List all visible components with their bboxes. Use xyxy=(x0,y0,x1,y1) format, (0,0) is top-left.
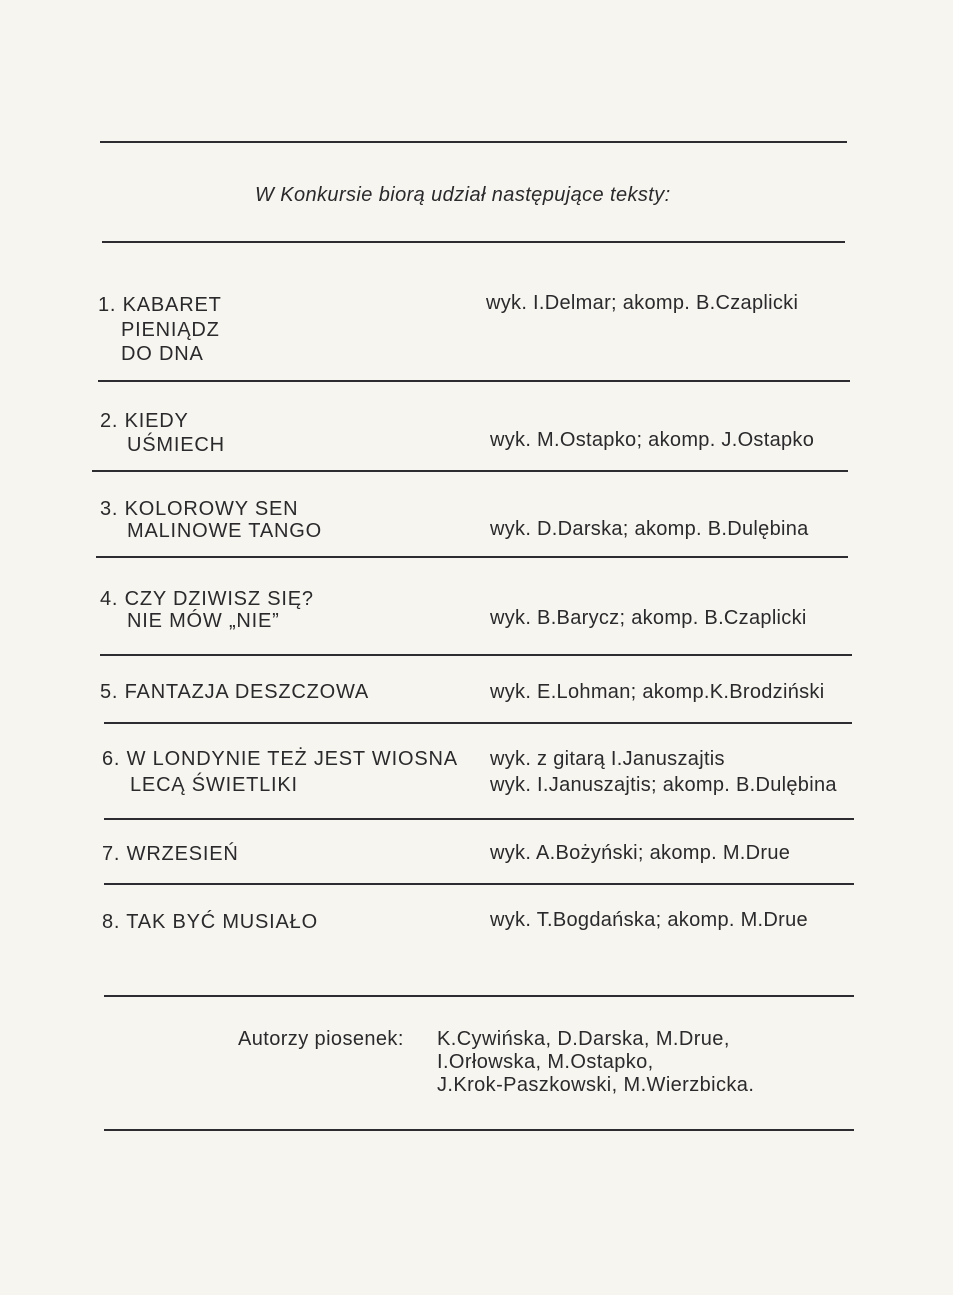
performer-credit: wyk. z gitarą I.Januszajtis xyxy=(490,748,725,770)
divider-2 xyxy=(92,470,848,472)
authors-line: J.Krok-Paszkowski, M.Wierzbicka. xyxy=(437,1074,755,1096)
performer-credit: wyk. E.Lohman; akomp.K.Brodziński xyxy=(490,681,825,703)
performer-credit: wyk. I.Delmar; akomp. B.Czaplicki xyxy=(486,292,799,314)
performer-credit: wyk. A.Bożyński; akomp. M.Drue xyxy=(490,842,791,864)
song-title: PIENIĄDZ xyxy=(121,319,220,341)
song-title: 1. KABARET xyxy=(98,294,222,316)
divider-1 xyxy=(98,380,850,382)
song-title: MALINOWE TANGO xyxy=(127,520,322,542)
song-title: 2. KIEDY xyxy=(100,410,189,432)
song-title: LECĄ ŚWIETLIKI xyxy=(130,774,298,796)
authors-label: Autorzy piosenek: xyxy=(238,1028,404,1050)
divider-top xyxy=(100,141,847,143)
divider-5 xyxy=(104,722,852,724)
divider-4 xyxy=(100,654,852,656)
divider-8 xyxy=(104,995,854,997)
song-title: 7. WRZESIEŃ xyxy=(102,843,239,865)
performer-credit: wyk. I.Januszajtis; akomp. B.Dulębina xyxy=(490,774,837,796)
divider-6 xyxy=(104,818,854,820)
divider-bottom xyxy=(104,1129,854,1131)
performer-credit: wyk. B.Barycz; akomp. B.Czaplicki xyxy=(490,607,807,629)
song-title: 6. W LONDYNIE TEŻ JEST WIOSNA xyxy=(102,748,458,770)
song-title: 4. CZY DZIWISZ SIĘ? xyxy=(100,588,314,610)
divider-under-heading xyxy=(102,241,845,243)
page-heading: W Konkursie biorą udział następujące teksty: xyxy=(255,184,671,206)
song-title: 3. KOLOROWY SEN xyxy=(100,498,299,520)
performer-credit: wyk. D.Darska; akomp. B.Dulębina xyxy=(490,518,809,540)
song-title: 5. FANTAZJA DESZCZOWA xyxy=(100,681,370,703)
divider-7 xyxy=(104,883,854,885)
performer-credit: wyk. T.Bogdańska; akomp. M.Drue xyxy=(490,909,808,931)
song-title: UŚMIECH xyxy=(127,434,225,456)
divider-3 xyxy=(96,556,848,558)
performer-credit: wyk. M.Ostapko; akomp. J.Ostapko xyxy=(490,429,815,451)
song-title: NIE MÓW „NIE” xyxy=(127,610,280,632)
song-title: 8. TAK BYĆ MUSIAŁO xyxy=(102,911,318,933)
song-title: DO DNA xyxy=(121,343,204,365)
authors-line: I.Orłowska, M.Ostapko, xyxy=(437,1051,654,1073)
authors-line: K.Cywińska, D.Darska, M.Drue, xyxy=(437,1028,730,1050)
